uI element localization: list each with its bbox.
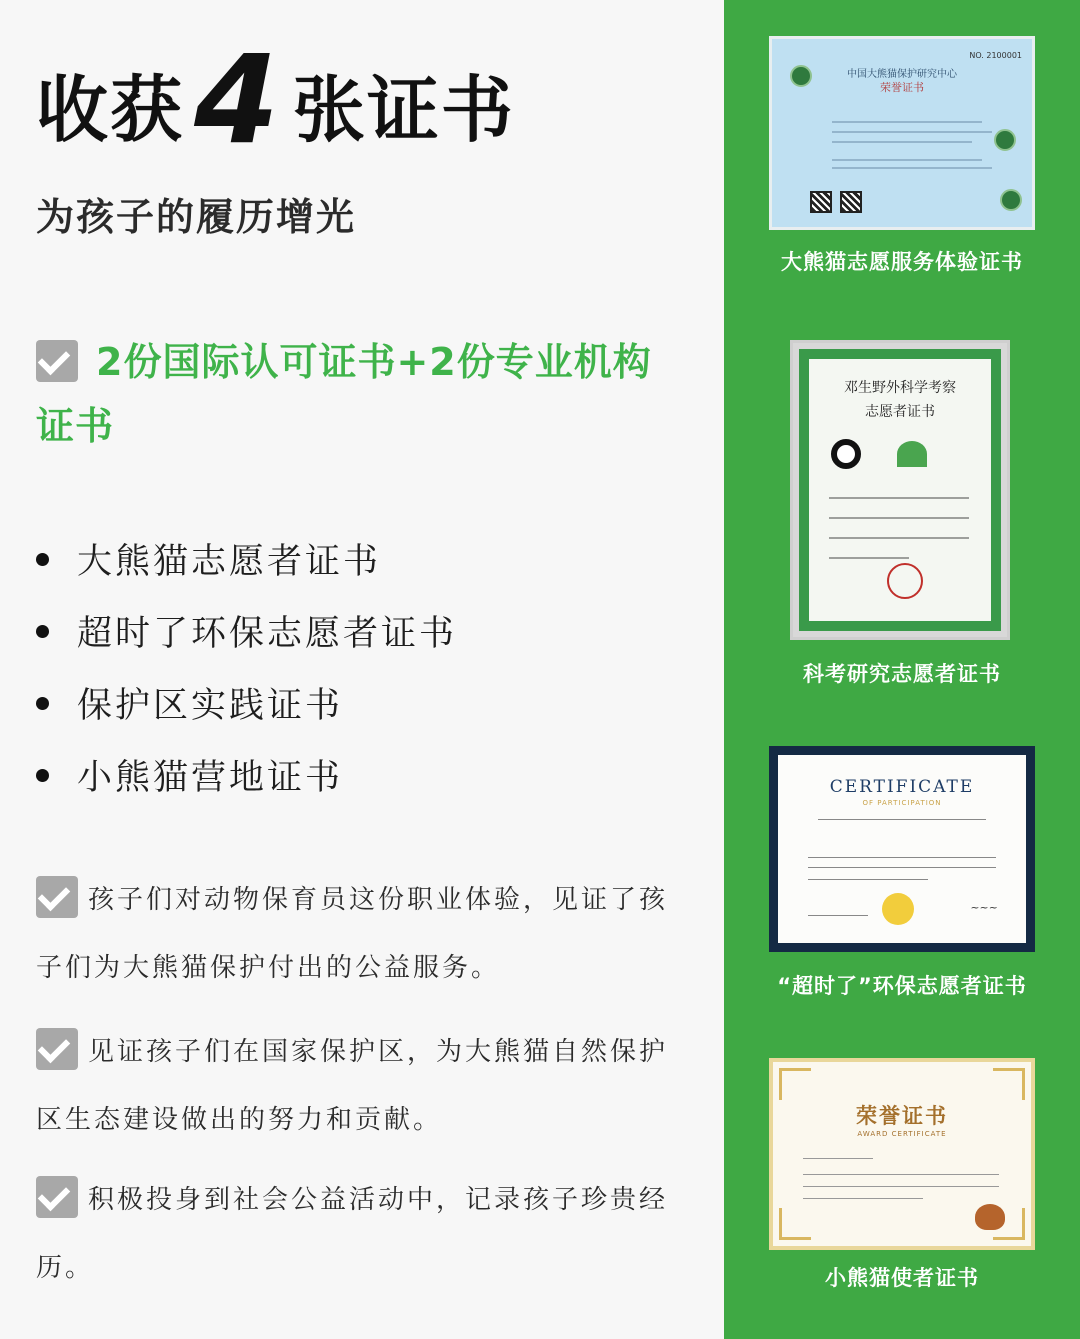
medal-icon: [790, 65, 812, 87]
subtitle: 为孩子的履历增光: [36, 195, 357, 239]
certificate-image-panda-volunteer: [769, 36, 1035, 230]
bullet-dot-icon: [36, 769, 49, 782]
certificate-title: 荣誉证书: [880, 81, 924, 94]
certificate-number: NO. 2100001: [969, 51, 1022, 60]
certificate-image-field-research: [790, 340, 1010, 640]
checkbox-icon: [36, 340, 78, 382]
certificate-image-environmental: [769, 746, 1035, 952]
benefit-paragraph: 孩子们对动物保育员这份职业体验，见证了孩子们为大熊猫保护付出的公益服务。: [36, 866, 676, 1002]
red-seal-icon: [887, 563, 923, 599]
qr-code-icon: [840, 191, 862, 213]
certificate-caption: 科考研究志愿者证书: [803, 662, 1001, 686]
headline-post: 张证书: [292, 68, 515, 152]
certificate-caption: “超时了”环保志愿者证书: [777, 974, 1027, 998]
bullet-dot-icon: [36, 553, 49, 566]
bullet-dot-icon: [36, 697, 49, 710]
headline-number: 4: [194, 29, 279, 171]
certificate-title: 荣誉证书: [856, 1103, 948, 1128]
list-item: 保护区实践证书: [36, 674, 457, 746]
certificate-list: [36, 530, 457, 818]
certificate-image-red-panda: [769, 1058, 1035, 1250]
list-item: 超时了环保志愿者证书: [36, 602, 457, 674]
headline-pre: 收获: [36, 68, 185, 152]
checkbox-icon: [36, 876, 78, 918]
list-item: 大熊猫志愿者证书: [36, 530, 457, 602]
bullet-dot-icon: [36, 625, 49, 638]
highlight-point: [36, 330, 686, 458]
benefit-paragraph: 积极投身到社会公益活动中，记录孩子珍贵经历。: [36, 1166, 676, 1302]
certificate-subtitle: AWARD CERTIFICATE: [857, 1130, 947, 1138]
certificate-caption: 大熊猫志愿服务体验证书: [781, 250, 1023, 274]
checkbox-icon: [36, 1176, 78, 1218]
certificate-caption: 小熊猫使者证书: [825, 1266, 979, 1290]
medal-icon: [1000, 189, 1022, 211]
highlight-text: 2份国际认可证书+2份专业机构证书: [36, 340, 652, 448]
panda-logo-icon: [831, 439, 861, 469]
list-item: 小熊猫营地证书: [36, 746, 457, 818]
medal-icon: [994, 129, 1016, 151]
benefit-paragraph: 见证孩子们在国家保护区，为大熊猫自然保护区生态建设做出的努力和贡献。: [36, 1018, 676, 1154]
certificate-panel: [724, 0, 1080, 1339]
certificate-subtitle: OF PARTICIPATION: [862, 799, 942, 807]
signature-icon: ~~~: [970, 901, 998, 914]
gold-badge-icon: [882, 893, 914, 925]
certificate-title: 邓生野外科学考察: [844, 380, 956, 396]
certificate-title: 志愿者证书: [865, 404, 935, 420]
qr-code-icon: [810, 191, 832, 213]
red-panda-icon: [975, 1204, 1005, 1230]
headline: [36, 29, 515, 171]
checkbox-icon: [36, 1028, 78, 1070]
certificate-org: 中国大熊猫保护研究中心: [847, 69, 957, 80]
leaf-logo-icon: [897, 441, 927, 467]
certificate-title: CERTIFICATE: [829, 777, 975, 797]
